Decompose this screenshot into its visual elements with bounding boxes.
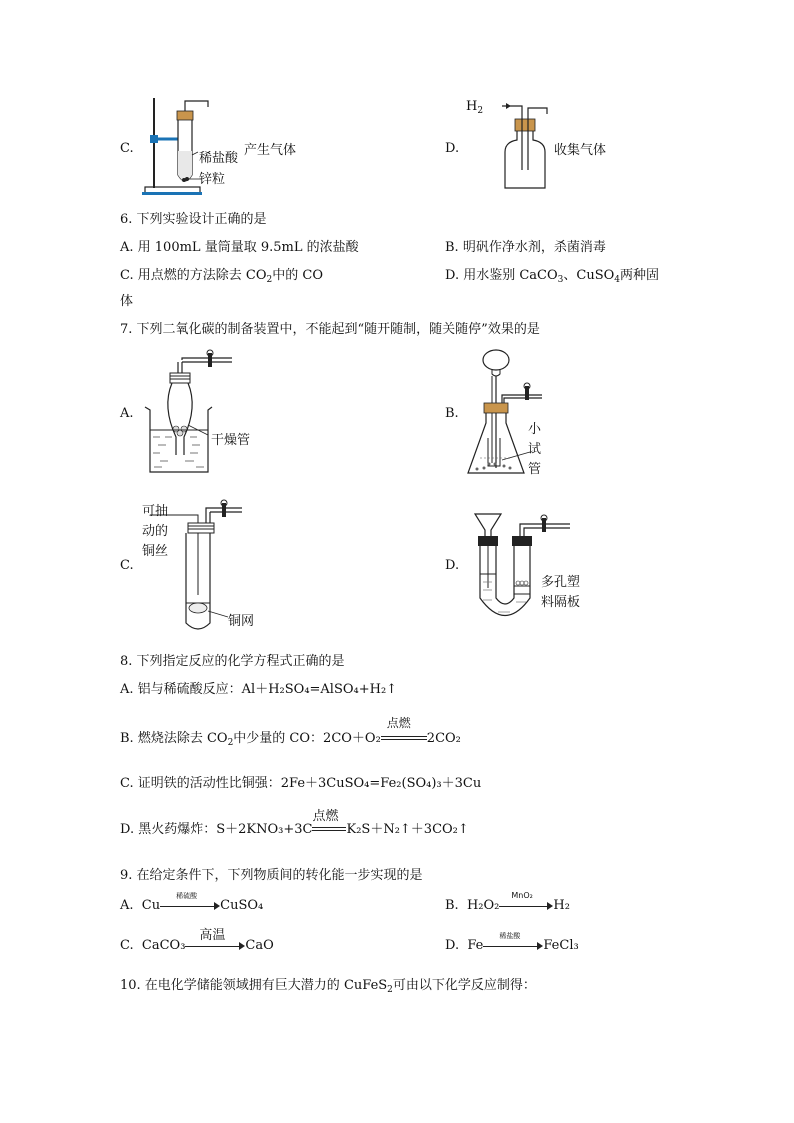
copper-wire-label-1: 可抽 xyxy=(142,504,169,519)
q7-option-d-letter: D. xyxy=(445,558,460,573)
q7-stem: 7. 下列二氧化碳的制备装置中，不能起到“随开随制，随关随停”效果的是 xyxy=(120,322,540,337)
option-d-letter: D. xyxy=(445,141,460,156)
porous-plate-label-2: 料隔板 xyxy=(541,595,581,610)
q9-b-condition: MnO₂ xyxy=(511,890,533,900)
q8-option-d: D. 黑火药爆炸：S＋2KNO₃+3C 点燃 K₂S＋N₂↑＋3CO₂↑ xyxy=(120,818,469,837)
drying-tube-beaker-figure xyxy=(140,345,240,475)
drying-tube-label: 干燥管 xyxy=(211,433,251,448)
q8-option-b: B. 燃烧法除去 $CO_2$中少量的 CO：2CO＋O₂ 点燃 2CO₂ xyxy=(120,715,461,748)
collect-gas-label: 收集气体 xyxy=(554,143,607,158)
small-test-tube-label-3: 管 xyxy=(528,462,542,477)
zinc-granules-label: 锌粒 xyxy=(199,172,226,187)
h2-label: $H_2$ xyxy=(466,99,484,116)
q9-option-b: B. H₂O₂ MnO₂ H₂ xyxy=(445,890,570,913)
q7-option-b-letter: B. xyxy=(445,406,459,421)
q6-option-c: C. 用点燃的方法除去 $CO_2$中的 CO xyxy=(120,268,323,285)
q9-d-condition: 稀盐酸 xyxy=(499,931,521,940)
small-test-tube-label-1: 小 xyxy=(528,422,542,437)
q9-c-condition: 高温 xyxy=(199,927,226,943)
dilute-hcl-label: 稀盐酸 xyxy=(199,151,239,166)
q9-stem: 9. 在给定条件下，下列物质间的转化能一步实现的是 xyxy=(120,868,423,883)
small-test-tube-label-2: 试 xyxy=(528,442,542,457)
q7-option-a-letter: A. xyxy=(120,406,134,421)
option-c-letter: C. xyxy=(120,141,134,156)
q9-option-c: C. CaCO₃ 高温 CaO xyxy=(120,938,274,953)
q10-stem: 10. 在电化学储能领域拥有巨大潜力的 CuFeS$_2$可由以下化学反应制得： xyxy=(120,978,536,995)
copper-mesh-label: 铜网 xyxy=(228,614,255,629)
q8-stem: 8. 下列指定反应的化学方程式正确的是 xyxy=(120,654,345,669)
q6-stem: 6. 下列实验设计正确的是 xyxy=(120,212,267,227)
q8-d-condition: 点燃 xyxy=(312,808,339,824)
q8-option-c: C. 证明铁的活动性比铜强：2Fe＋3CuSO₄=Fe₂(SO₄)₃＋3Cu xyxy=(120,776,482,791)
q8-option-a: A. 铝与稀硫酸反应：Al＋H₂SO₄=AlSO₄+H₂↑ xyxy=(120,682,398,697)
q7-option-c-letter: C. xyxy=(120,558,134,573)
q6-option-d: D. 用水鉴别 CaCO$_3$、CuSO$_4$两种固 xyxy=(445,268,660,285)
u-tube-figure xyxy=(470,508,570,628)
q9-option-d: D. Fe 稀盐酸 FeCl₃ xyxy=(445,931,579,953)
copper-wire-label-2: 动的 xyxy=(142,524,169,539)
gas-bottle-figure xyxy=(495,100,555,192)
porous-plate-label-1: 多孔塑 xyxy=(541,575,581,590)
q9-option-a: A. Cu 稀硫酸 CuSO₄ xyxy=(120,891,264,913)
q6-option-b: B. 明矾作净水剂，杀菌消毒 xyxy=(445,240,606,255)
q6-option-a: A. 用 100mL 量筒量取 9.5mL 的浓盐酸 xyxy=(120,240,359,255)
copper-wire-label-3: 铜丝 xyxy=(142,544,169,559)
produce-gas-label: 产生气体 xyxy=(244,143,297,158)
q6-option-d-wrap: 体 xyxy=(120,294,134,309)
q8-b-condition: 点燃 xyxy=(386,715,411,730)
q9-a-condition: 稀硫酸 xyxy=(176,891,198,900)
